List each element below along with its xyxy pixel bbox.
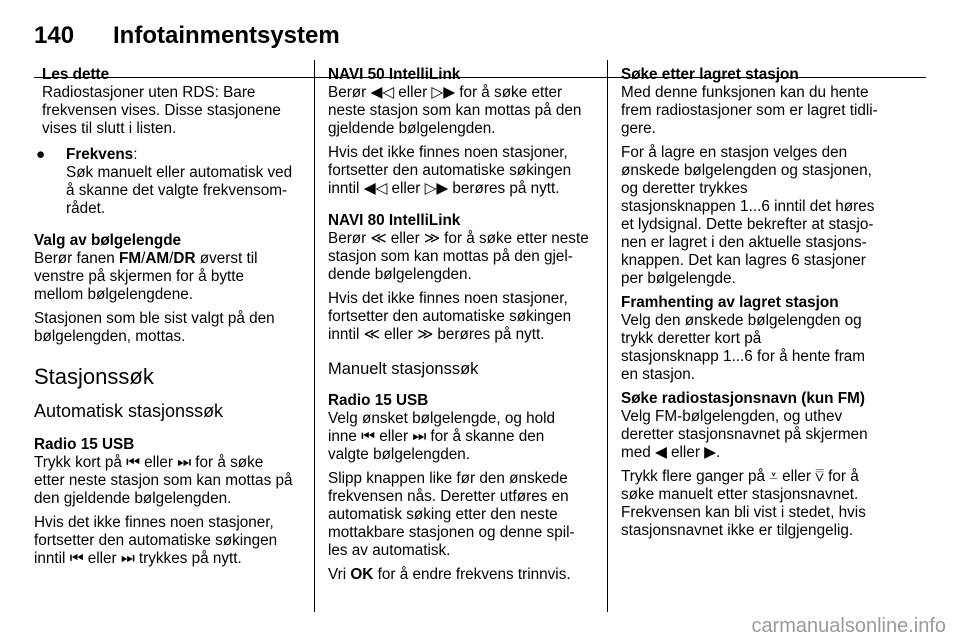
stored-heading: Søke etter lagret stasjon <box>621 66 799 83</box>
navi50-paragraph <box>328 144 596 198</box>
column-3 <box>621 66 893 546</box>
fm-search-line: Velg FM-bølgelengden, og uthev <box>621 408 843 425</box>
note-block <box>34 66 302 138</box>
radio15-manual-p2-line: mottakbare stasjonen og denne spil- <box>328 524 575 541</box>
recall-line: Velg den ønskede bølgelengden og <box>621 312 862 329</box>
band-slash: / <box>169 250 174 267</box>
navi80-p2-line: inntil ≪ eller ≫ berøres på nytt. <box>328 326 545 343</box>
stored-p2-line: For å lagre en stasjon velges den <box>621 144 848 161</box>
band-line-pre: Berør fanen <box>34 250 120 267</box>
band-p2-line: Stasjonen som ble sist valgt på den <box>34 310 275 327</box>
fm-search-paragraph <box>621 468 893 540</box>
fm-search-block <box>621 390 893 462</box>
radio15-manual-p2-line: Slipp knappen like før den ønskede <box>328 470 568 487</box>
radio15-line: Trykk kort på ⏮ eller ⏭ for å søke <box>34 454 264 471</box>
fm-search-line: deretter stasjonsnavnet på skjermen <box>621 426 868 443</box>
stored-line: frem radiostasjoner som er lagret tidli- <box>621 102 878 119</box>
column-2 <box>328 66 596 590</box>
radio15-manual-paragraph <box>328 470 596 560</box>
navi80-line: dende bølgelengden. <box>328 266 472 283</box>
navi50-heading: NAVI 50 IntelliLink <box>328 66 461 83</box>
radio15-auto-paragraph <box>34 514 302 568</box>
ok-label: OK <box>350 566 374 583</box>
stored-p2-line: per bølgelengde. <box>621 270 736 287</box>
note-line: frekvensen vises. Disse stasjonene <box>42 102 281 119</box>
navi50-line: gjeldende bølgelengden. <box>328 120 496 137</box>
radio15-line: etter neste stasjon som kan mottas på <box>34 472 293 489</box>
navi50-p2-line: Hvis det ikke finnes noen stasjoner, <box>328 144 568 161</box>
stored-line: gere. <box>621 120 656 137</box>
navi50-block <box>328 66 596 138</box>
band-line: mellom bølgelengdene. <box>34 286 194 303</box>
radio15-auto-block <box>34 436 302 508</box>
navi80-paragraph <box>328 290 596 344</box>
stored-p2-line: ønskede bølgelengden og stasjonen, <box>621 162 872 179</box>
stored-p2-line: knappen. Det kan lagres 6 stasjoner <box>621 252 866 269</box>
stored-paragraph <box>621 144 893 288</box>
band-slash: / <box>141 250 146 267</box>
band-am: AM <box>145 250 170 267</box>
radio15-p2-line: Hvis det ikke finnes noen stasjoner, <box>34 514 274 531</box>
ok-line-pre: Vri <box>328 566 351 583</box>
navi80-line: stasjon som kan mottas på den gjel- <box>328 248 573 265</box>
bullet-line: rådet. <box>66 200 106 217</box>
recall-line: stasjonsknapp 1...6 for å hente fram <box>621 348 866 365</box>
note-line: vises til slutt i listen. <box>42 120 177 137</box>
band-paragraph <box>34 310 302 346</box>
radio15-manual-line: inne ⏮ eller ⏭ for å skanne den <box>328 428 545 445</box>
stored-p2-line: stasjonsknappen 1...6 inntil det høres <box>621 198 875 215</box>
fm-search-line: med ◀ eller ▶. <box>621 444 721 461</box>
fm-search-p2-line: stasjonsnavnet ikke er tilgjengelig. <box>621 522 854 539</box>
watermark: carmanualsonline.info <box>751 615 946 637</box>
note-line: Radiostasjoner uten RDS: Bare <box>42 84 256 101</box>
bullet-dot: ● <box>36 146 46 163</box>
ok-line-post: for å endre frekvens trinnvis. <box>373 566 571 583</box>
bullet-item <box>34 146 302 218</box>
band-p2-line: bølgelengden, mottas. <box>34 328 186 345</box>
stored-station-block <box>621 66 893 138</box>
fm-search-p2-line: søke manuelt etter stasjonsnavnet. <box>621 486 859 503</box>
recall-heading: Framhenting av lagret stasjon <box>621 294 839 311</box>
navi50-line: neste stasjon som kan mottas på den <box>328 102 582 119</box>
radio15-line: den gjeldende bølgelengden. <box>34 490 232 507</box>
bullet-line: å skanne det valgte frekvensom- <box>66 182 288 199</box>
bullet-colon: : <box>133 146 138 163</box>
band-select-block <box>34 232 302 304</box>
band-line-post: øverst til <box>195 250 258 267</box>
navi50-line: Berør ◀◁ eller ▷▶ for å søke etter <box>328 84 563 101</box>
recall-block <box>621 294 893 384</box>
navi80-line: Berør ≪ eller ≫ for å søke etter neste <box>328 230 589 247</box>
radio15-manual-line: Velg ønsket bølgelengde, og hold <box>328 410 556 427</box>
page-number: 140 <box>34 22 75 49</box>
navi50-p2-line: fortsetter den automatiske søkingen <box>328 162 572 179</box>
page-header <box>0 22 960 62</box>
column-divider-right <box>607 60 608 612</box>
radio15-manual-p2-line: frekvensen nås. Deretter utføres en <box>328 488 569 505</box>
stored-line: Med denne funksjonen kan du hente <box>621 84 869 101</box>
navi80-p2-line: Hvis det ikke finnes noen stasjoner, <box>328 290 568 307</box>
note-heading: Les dette <box>42 66 110 83</box>
band-dr: DR <box>173 250 196 267</box>
section-title: Stasjonssøk <box>34 364 154 389</box>
bullet-line: Søk manuelt eller automatisk ved <box>66 164 293 181</box>
navi50-p2-line: inntil ◀◁ eller ▷▶ berøres på nytt. <box>328 180 560 197</box>
radio15-manual-line: valgte bølgelengden. <box>328 446 471 463</box>
stored-p2-line: et lydsignal. Dette bekrefter at stasjo- <box>621 216 874 233</box>
stored-p2-line: og deretter trykkes <box>621 180 748 197</box>
page-title: Infotainmentsystem <box>113 22 340 49</box>
band-heading: Valg av bølgelengde <box>34 232 182 249</box>
fm-search-p2-line: Trykk flere ganger på ⩡ eller ⩢ for å <box>621 468 859 485</box>
band-fm: FM <box>119 250 142 267</box>
column-divider-left <box>314 60 315 612</box>
stored-p2-line: nen er lagret i den aktuelle stasjons- <box>621 234 867 251</box>
navi80-heading: NAVI 80 IntelliLink <box>328 212 461 229</box>
ok-paragraph <box>328 566 596 584</box>
fm-search-heading: Søke radiostasjonsnavn (kun FM) <box>621 390 865 407</box>
radio15-manual-p2-line: les av automatisk. <box>328 542 451 559</box>
navi80-block <box>328 212 596 284</box>
manual-search-title: Manuelt stasjonssøk <box>328 360 479 378</box>
subsection-title: Automatisk stasjonssøk <box>34 401 224 421</box>
fm-search-p2-line: Frekvensen kan bli vist i stedet, hvis <box>621 504 866 521</box>
recall-line: en stasjon. <box>621 366 695 383</box>
radio15-manual-block <box>328 392 596 464</box>
radio15-p2-line: inntil ⏮ eller ⏭ trykkes på nytt. <box>34 550 242 567</box>
radio15-manual-p2-line: automatisk søking etter den neste <box>328 506 558 523</box>
band-line: venstre på skjermen for å bytte <box>34 268 245 285</box>
radio15-heading: Radio 15 USB <box>34 436 135 453</box>
bullet-label: Frekvens <box>66 146 134 163</box>
column-1 <box>34 66 302 574</box>
radio15-manual-heading: Radio 15 USB <box>328 392 429 409</box>
recall-line: trykk deretter kort på <box>621 330 762 347</box>
radio15-p2-line: fortsetter den automatiske søkingen <box>34 532 278 549</box>
navi80-p2-line: fortsetter den automatiske søkingen <box>328 308 572 325</box>
